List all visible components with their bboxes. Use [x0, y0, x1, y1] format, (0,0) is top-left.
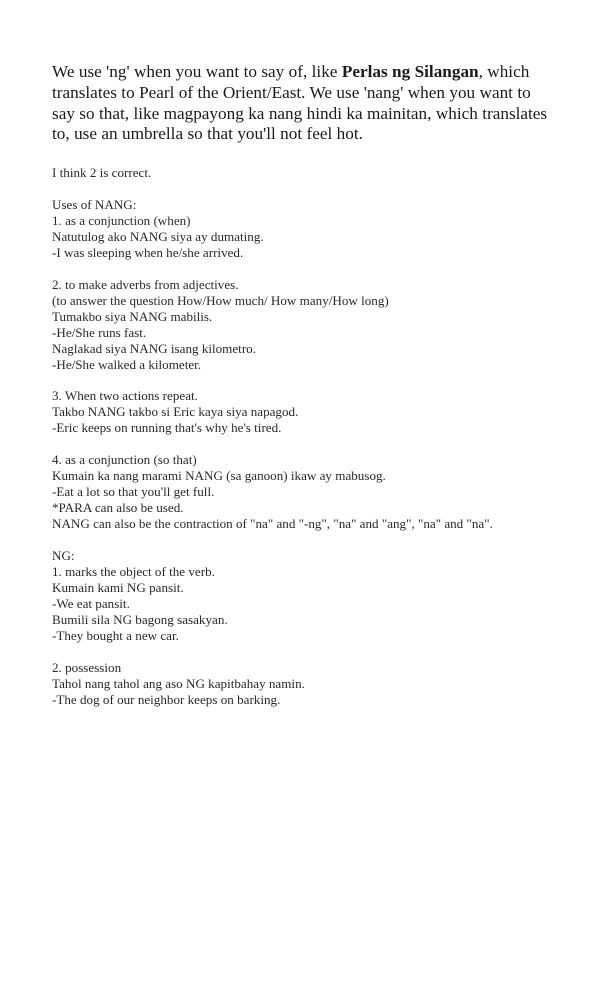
body-content: [52, 165, 551, 707]
intro-text-part-1: We use 'ng' when you want to say of, like: [52, 62, 342, 81]
text-line: I think 2 is correct.: [52, 165, 152, 181]
text-block-nang-use-3: [52, 388, 551, 436]
text-line: Takbo NANG takbo si Eric kaya siya napagod.: [52, 404, 299, 420]
text-line: Tahol nang tahol ang aso NG kapitbahay namin.: [52, 675, 305, 691]
text-line: -The dog of our neighbor keeps on barking.: [52, 691, 281, 707]
text-line: Natutulog ako NANG siya ay dumating.: [52, 228, 264, 244]
text-line: 3. When two actions repeat.: [52, 388, 198, 404]
text-line: Tumakbo siya NANG mabilis.: [52, 308, 213, 324]
text-block-ng-use-1: [52, 548, 551, 644]
text-line: 2. to make adverbs from adjectives.: [52, 276, 239, 292]
text-line: 1. marks the object of the verb.: [52, 563, 215, 579]
text-line: -They bought a new car.: [52, 627, 179, 643]
text-line: -We eat pansit.: [52, 595, 130, 611]
text-line: Kumain ka nang marami NANG (sa ganoon) ikaw ay mabusog.: [52, 468, 386, 484]
text-block-nang-use-1: [52, 197, 551, 261]
text-line: Naglakad siya NANG isang kilometro.: [52, 340, 257, 356]
text-line: 2. possession: [52, 659, 122, 675]
intro-text-part-2: , which translates to Pearl of the Orient/East. We use 'nang' when you want to say so that, like magpayong ka nang hindi ka mainitan, which translates to, use an umbrella so that you'll not feel hot.: [52, 62, 548, 144]
intro-paragraph: [52, 62, 551, 145]
text-line: 4. as a conjunction (so that): [52, 452, 197, 468]
text-block-opinion: [52, 165, 551, 181]
text-line: *PARA can also be used.: [52, 500, 184, 516]
text-line: (to answer the question How/How much/ How many/How long): [52, 292, 389, 308]
text-line: -Eric keeps on running that's why he's tired.: [52, 420, 282, 436]
text-line: Kumain kami NG pansit.: [52, 579, 184, 595]
text-line: NG:: [52, 547, 75, 563]
text-line: Uses of NANG:: [52, 197, 137, 213]
text-line: NANG can also be the contraction of "na" and "-ng", "na" and "ang", "na" and "na".: [52, 516, 493, 532]
text-line: -I was sleeping when he/she arrived.: [52, 244, 244, 260]
text-block-nang-use-4: [52, 452, 551, 532]
text-line: -He/She runs fast.: [52, 324, 147, 340]
text-line: -He/She walked a kilometer.: [52, 356, 202, 372]
text-block-nang-use-2: [52, 277, 551, 373]
text-line: 1. as a conjunction (when): [52, 213, 191, 229]
text-block-ng-use-2: [52, 660, 551, 708]
text-line: -Eat a lot so that you'll get full.: [52, 484, 215, 500]
intro-bold-phrase: Perlas ng Silangan: [341, 62, 479, 81]
text-line: Bumili sila NG bagong sasakyan.: [52, 611, 228, 627]
